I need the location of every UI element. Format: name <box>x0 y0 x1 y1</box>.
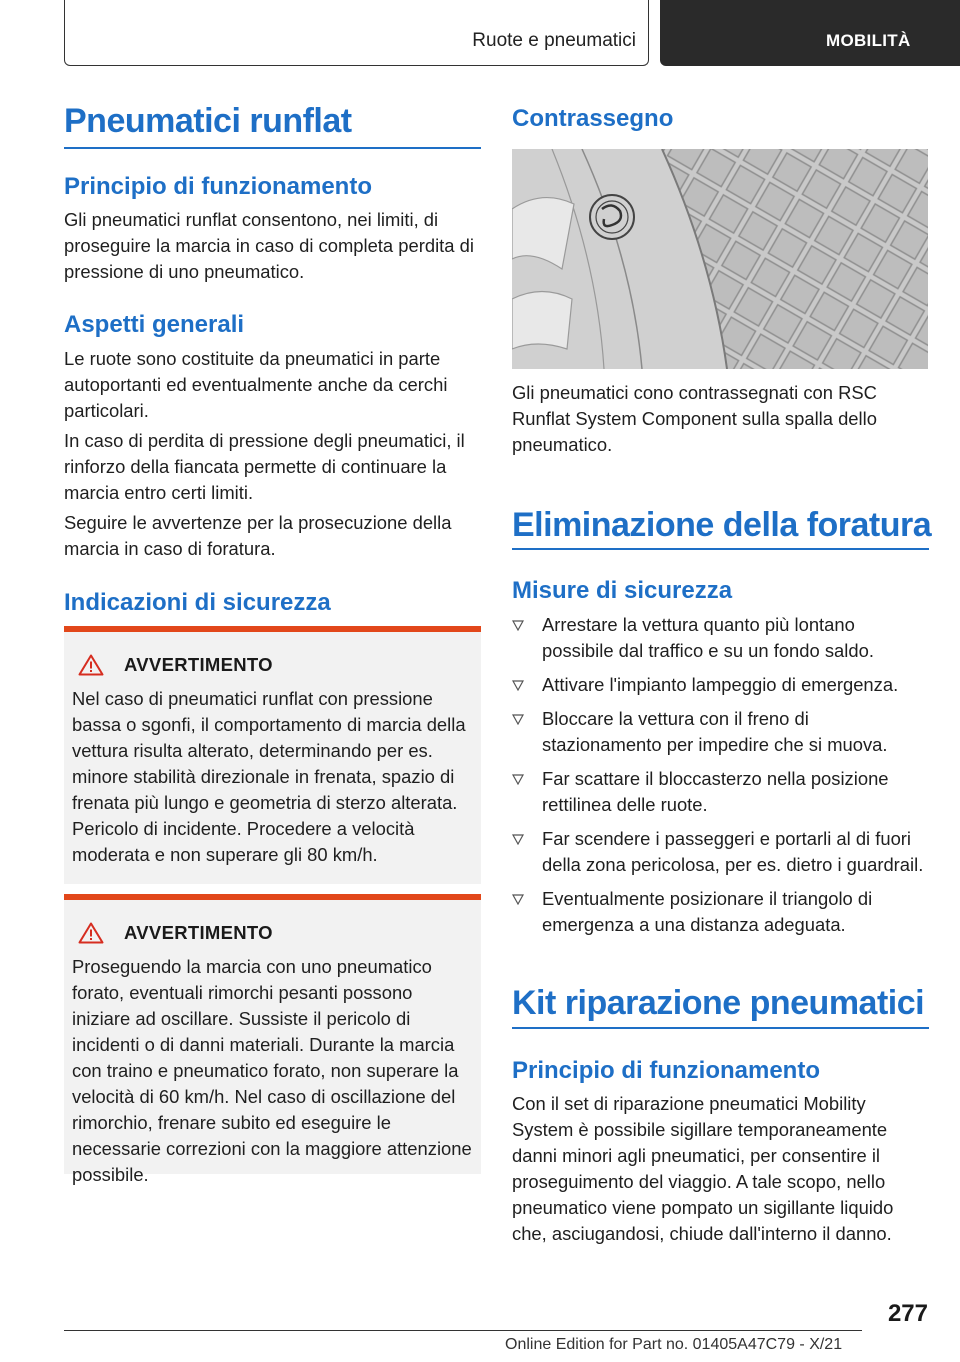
warning-triangle-icon <box>78 922 104 944</box>
warning-box-1 <box>64 626 481 884</box>
subheading-contrassegno: Contrassegno <box>512 105 674 132</box>
paragraph-principio: Gli pneumatici runflat consentono, nei limiti, di proseguire la marcia in caso di completa perdita di pressione di uno pneumatico. <box>64 209 474 282</box>
heading-kit: Kit riparazione pneumatici <box>512 984 925 1022</box>
list-item: Arrestare la vettura quanto più lontano possibile dal traffico e su un fondo saldo. <box>512 612 929 664</box>
heading-runflat: Pneumatici runflat <box>64 102 352 140</box>
bullet-triangle-icon <box>512 714 524 725</box>
warning-title: AVVERTIMENTO <box>124 922 273 943</box>
warning-header <box>78 654 273 676</box>
header-section-tab <box>64 0 649 66</box>
paragraph-aspetti-3: Seguire le avvertenze per la prosecuzione della marcia in caso di foratura. <box>64 512 452 559</box>
heading-rule <box>64 147 481 149</box>
subheading-sicurezza: Indicazioni di sicurezza <box>64 589 331 616</box>
bullet-triangle-icon <box>512 620 524 631</box>
tire-rsc-marking-icon <box>512 149 928 369</box>
paragraph-kit: Con il set di riparazione pneumatici Mobility System è possibile sigillare temporaneamente danni minori agli pneumatici, per consentire il proseguimento del viaggio. A tale scopo, nello pneumatico viene pompato un sigillante liquido che, asciugandosi, chiude dall'interno il danno. <box>512 1093 894 1244</box>
list-item: Far scendere i passeggeri e portarli al di fuori della zona pericolosa, per es. dietro i guardrail. <box>512 826 929 878</box>
bullet-triangle-icon <box>512 774 524 785</box>
warning-triangle-icon <box>78 654 104 676</box>
tire-illustration <box>512 149 928 369</box>
warning-title: AVVERTIMENTO <box>124 654 273 675</box>
heading-rule <box>512 1027 929 1029</box>
list-item: Eventualmente posizionare il triangolo di emergenza a una distanza adeguata. <box>512 886 929 938</box>
bullet-triangle-icon <box>512 680 524 691</box>
subheading-principio: Principio di funzionamento <box>64 173 372 200</box>
subheading-kit-principio: Principio di funzionamento <box>512 1057 820 1084</box>
header-chapter-title: MOBILITÀ <box>826 31 911 50</box>
bullet-triangle-icon <box>512 834 524 845</box>
warning-header <box>78 922 273 944</box>
bullet-triangle-icon <box>512 894 524 905</box>
header-chapter-tab <box>660 0 960 66</box>
subheading-misure: Misure di sicurezza <box>512 577 733 604</box>
list-item: Attivare l'impianto lampeggio di emergenza. <box>512 672 929 698</box>
warning-text: Nel caso di pneumatici runflat con pressione bassa o sgonfi, il comportamento di marcia della vettura risulta alterato, determinando per es. minore stabilità direzionale in frenata, spazio di frenata più lungo e geometria di sterzo alterata. Pericolo di incidente. Procedere a velocità moderata e non superare gli 80 km/h. <box>72 688 466 865</box>
paragraph-contrassegno: Gli pneumatici cono contrassegnati con RSC Runflat System Component sulla spalla dello pneumatico. <box>512 382 877 455</box>
heading-eliminazione: Eliminazione della foratura <box>512 506 932 544</box>
footer-rule <box>64 1330 862 1331</box>
paragraph-aspetti-1: Le ruote sono costituite da pneumatici in parte autoportanti ed eventualmente anche da cerchi particolari. <box>64 348 448 421</box>
safety-steps-list <box>512 612 929 946</box>
warning-text: Proseguendo la marcia con uno pneumatico forato, eventuali rimorchi pesanti possono iniziare ad oscillare. Sussiste il pericolo di incidenti o di danni materiali. Durante la marcia con traino e pneumatico forato, non superare la velocità di 60 km/h. Nel caso di oscillazione del rimorchio, frenare subito ed eseguire le necessarie correzioni con la maggiore attenzione possibile. <box>72 956 472 1185</box>
footer-edition: Online Edition for Part no. 01405A47C79 - X/21 <box>505 1336 843 1353</box>
warning-box-2 <box>64 894 481 1185</box>
page-number: 277 <box>887 1300 928 1327</box>
header-section-title: Ruote e pneumatici <box>472 30 636 51</box>
heading-rule <box>512 548 929 550</box>
paragraph-aspetti-2: In caso di perdita di pressione degli pneumatici, il rinforzo della fiancata permette di continuare la marcia entro certi limiti. <box>64 430 465 503</box>
subheading-aspetti: Aspetti generali <box>64 311 245 338</box>
list-item: Far scattare il bloccasterzo nella posizione rettilinea delle ruote. <box>512 766 929 818</box>
list-item: Bloccare la vettura con il freno di stazionamento per impedire che si muova. <box>512 706 929 758</box>
